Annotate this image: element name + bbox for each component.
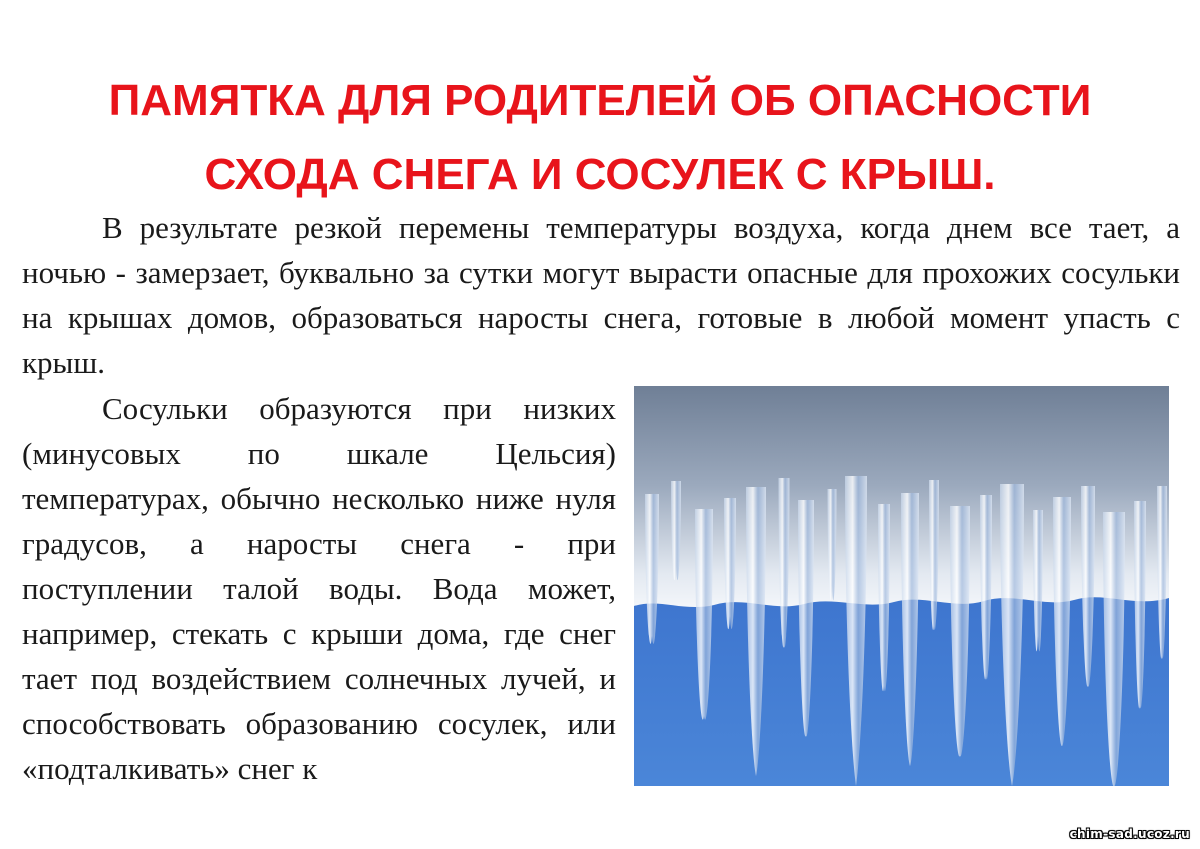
title-line-2: СХОДА СНЕГА И СОСУЛЕК С КРЫШ. <box>204 150 996 199</box>
icicles-photo <box>634 386 1169 786</box>
title-line-1: ПАМЯТКА ДЛЯ РОДИТЕЛЕЙ ОБ ОПАСНОСТИ <box>108 76 1092 125</box>
watermark: chim-sad.ucoz.ru <box>1069 827 1190 841</box>
paragraph-intro: В результате резкой перемены температуры воздуха, когда днем все тает, а ночью - замерзает, буквально за сутки могут вырасти опасные для прохожих сосульки на крышах домов, образоваться наросты снега, готовые в любой момент упасть с крыш. <box>22 210 1180 380</box>
page-title <box>0 64 1200 212</box>
paragraph-formation: Сосульки образуются при низких (минусовых по шкале Цельсия) температурах, обычно несколько ниже нуля градусов, а наросты снега - при поступлении талой воды. Вода может, например, стекать с крыши дома, где снег тает под воздействием солнечных лучей, и способствовать образованию сосулек, или «подталкивать» снег к <box>22 391 616 786</box>
